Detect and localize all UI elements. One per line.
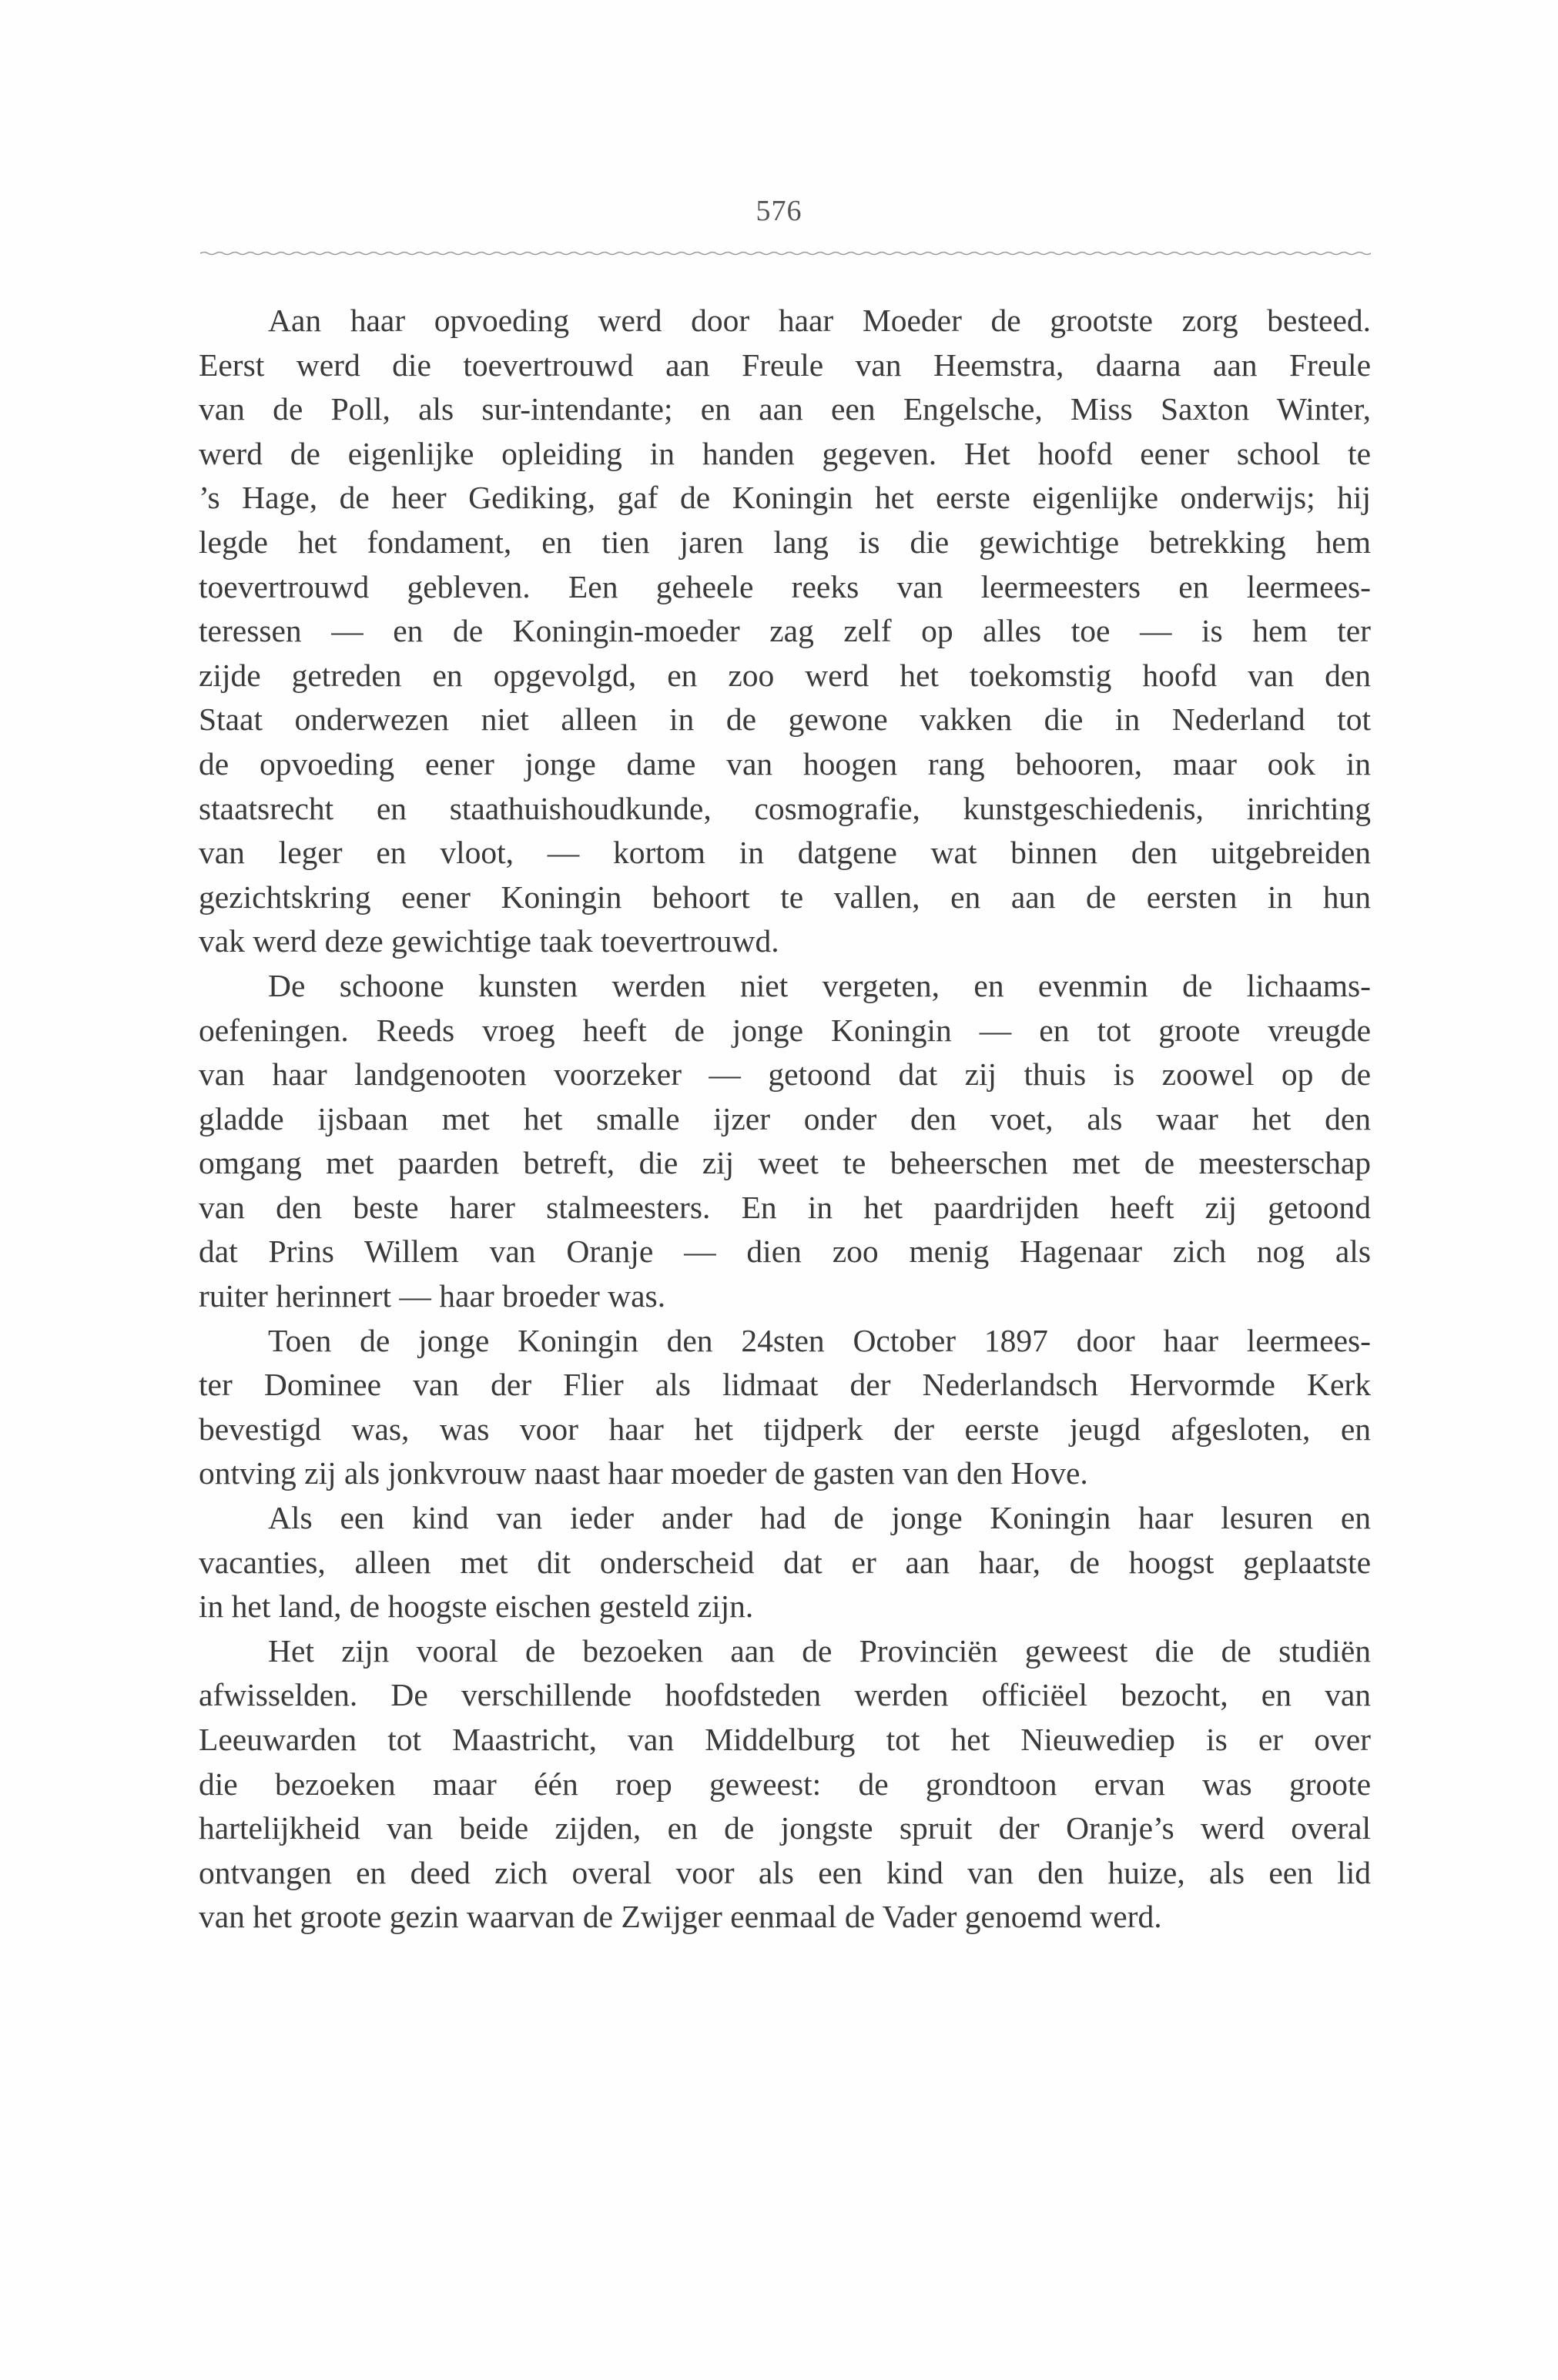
text-line: dat Prins Willem van Oranje — dien zoo menig Hagenaar zich nog als — [199, 1234, 1371, 1270]
text-line: teressen — en de Koningin-moeder zag zelf op alles toe — is hem ter — [199, 613, 1371, 649]
text-line: die bezoeken maar één roep geweest: de grondtoon ervan was groote — [199, 1766, 1371, 1802]
text-line: vak werd deze gewichtige taak toevertrouwd. — [199, 923, 779, 959]
text-line: omgang met paarden betreft, die zij weet te beheerschen met de meesterschap — [199, 1145, 1371, 1181]
text-line: ontving zij als jonkvrouw naast haar moeder de gasten van den Hove. — [199, 1455, 1088, 1491]
text-line: vacanties, alleen met dit onderscheid dat er aan haar, de hoogst geplaatste — [199, 1544, 1371, 1580]
text-line: werd de eigenlijke opleiding in handen gegeven. Het hoofd eener school te — [199, 435, 1371, 471]
text-line: Leeuwarden tot Maastricht, van Middelburg tot het Nieuwediep is er over — [199, 1722, 1371, 1757]
text-line: toevertrouwd gebleven. Een geheele reeks van leermeesters en leermees- — [199, 568, 1371, 604]
paragraph — [199, 1496, 1371, 1629]
paragraph — [199, 299, 1371, 964]
text-line: staatsrecht en staathuishoudkunde, cosmografie, kunstgeschiedenis, inrichting — [199, 790, 1371, 826]
text-line: van het groote gezin waarvan de Zwijger eenmaal de Vader genoemd werd. — [199, 1899, 1162, 1935]
text-line: Eerst werd die toevertrouwd aan Freule van Heemstra, daarna aan Freule — [199, 346, 1371, 383]
text-line: oefeningen. Reeds vroeg heeft de jonge Koningin — en tot groote vreugde — [199, 1012, 1371, 1048]
text-line: hartelijkheid van beide zijden, en de jongste spruit der Oranje’s werd overal — [199, 1810, 1371, 1846]
text-line: ter Dominee van der Flier als lidmaat der Nederlandsch Hervormde Kerk — [199, 1367, 1371, 1403]
text-line: Het zijn vooral de bezoeken aan de Provinciën geweest die de studiën — [268, 1632, 1371, 1669]
page-number: 576 — [756, 195, 802, 227]
wavy-rule-ornament — [200, 248, 1371, 259]
body-text — [199, 299, 1371, 1940]
paragraph — [199, 1319, 1371, 1496]
text-line: ruiter herinnert — haar broeder was. — [199, 1278, 666, 1314]
text-line: ontvangen en deed zich overal voor als een kind van den huize, als een lid — [199, 1854, 1371, 1890]
text-line: bevestigd was, was voor haar het tijdperk der eerste jeugd afgesloten, en — [199, 1411, 1371, 1447]
text-line: van haar landgenooten voorzeker — getoond dat zij thuis is zoowel op de — [199, 1056, 1371, 1093]
paragraph — [199, 1629, 1371, 1940]
text-line: Toen de jonge Koningin den 24sten October 1897 door haar leermees- — [268, 1322, 1371, 1358]
text-line: De schoone kunsten werden niet vergeten, en evenmin de lichaams- — [268, 967, 1371, 1003]
text-line: van den beste harer stalmeesters. En in het paardrijden heeft zij getoond — [199, 1189, 1371, 1225]
text-line: zijde getreden en opgevolgd, en zoo werd het toekomstig hoofd van den — [199, 657, 1371, 693]
text-line: gladde ijsbaan met het smalle ijzer onder den voet, als waar het den — [199, 1100, 1371, 1136]
text-line: de opvoeding eener jonge dame van hoogen rang behooren, maar ook in — [199, 745, 1371, 782]
text-line: van leger en vloot, — kortom in datgene wat binnen den uitgebreiden — [199, 835, 1371, 871]
text-line: Als een kind van ieder ander had de jonge Koningin haar lesuren en — [268, 1500, 1371, 1536]
text-line: gezichtskring eener Koningin behoort te vallen, en aan de eersten in hun — [199, 879, 1371, 915]
text-line: ’s Hage, de heer Gediking, gaf de Koningin het eerste eigenlijke onderwijs; hij — [199, 480, 1371, 516]
text-line: legde het fondament, en tien jaren lang is die gewichtige betrekking hem — [199, 524, 1371, 560]
text-line: Aan haar opvoeding werd door haar Moeder de grootste zorg besteed. — [268, 303, 1371, 338]
text-line: Staat onderwezen niet alleen in de gewone vakken die in Nederland tot — [199, 701, 1371, 738]
paragraph — [199, 964, 1371, 1319]
text-line: in het land, de hoogste eischen gesteld zijn. — [199, 1588, 754, 1625]
text-line: van de Poll, als sur-intendante; en aan een Engelsche, Miss Saxton Winter, — [199, 391, 1371, 427]
text-line: afwisselden. De verschillende hoofdsteden werden officiëel bezocht, en van — [199, 1677, 1371, 1713]
